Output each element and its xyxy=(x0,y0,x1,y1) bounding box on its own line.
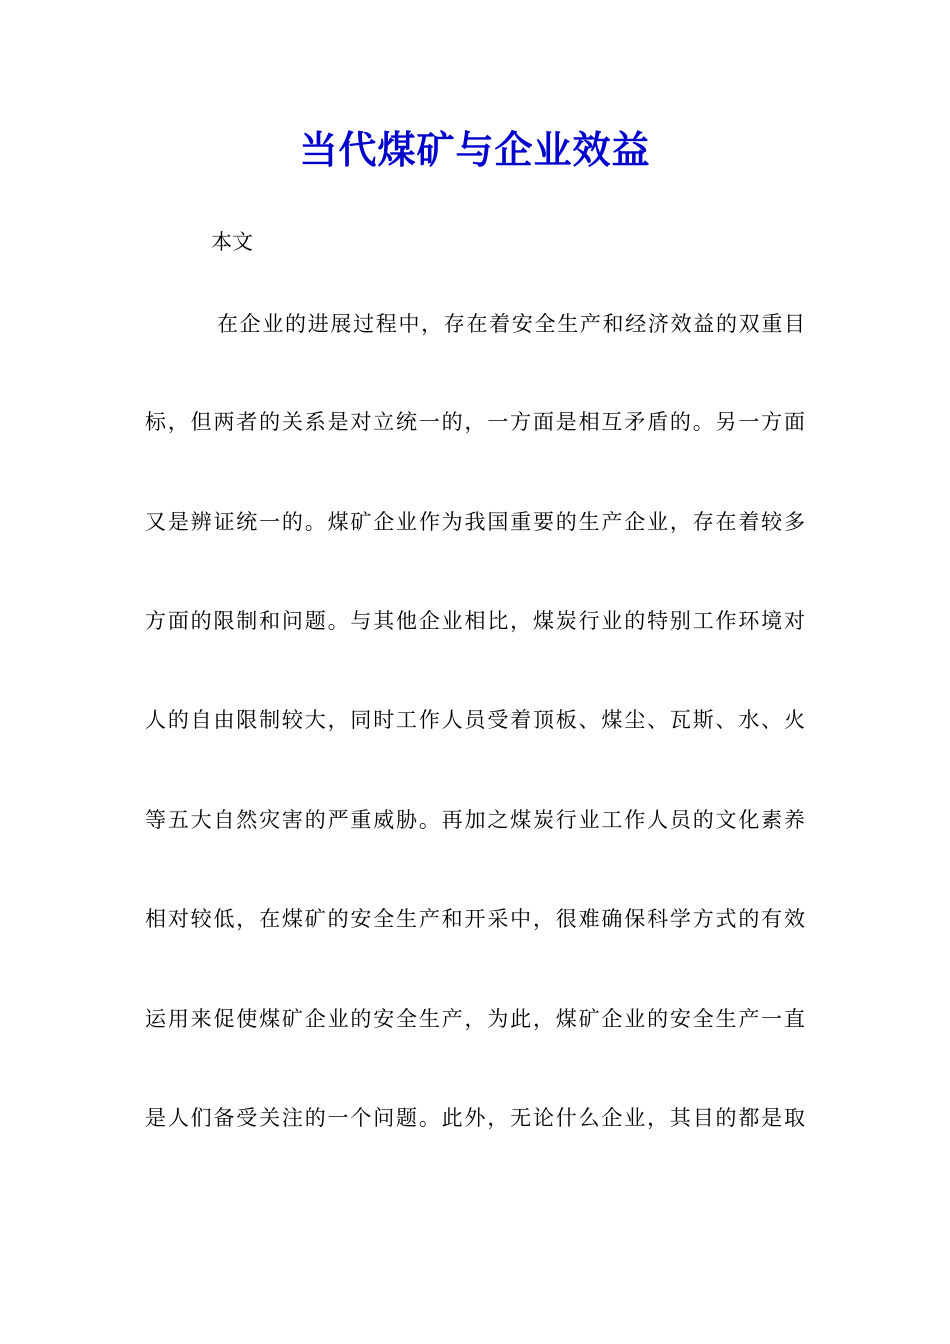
paragraph-line: 运用来促使煤矿企业的安全生产，为此，煤矿企业的安全生产一直 xyxy=(145,1007,805,1031)
section-label: 本文 xyxy=(211,230,253,254)
paragraph-line: 标，但两者的关系是对立统一的，一方面是相互矛盾的。另一方面 xyxy=(145,410,805,434)
paragraph-line: 又是辨证统一的。煤矿企业作为我国重要的生产企业，存在着较多 xyxy=(145,510,805,534)
paragraph-line: 在企业的进展过程中，存在着安全生产和经济效益的双重目 xyxy=(217,312,805,336)
paragraph-line: 等五大自然灾害的严重威胁。再加之煤炭行业工作人员的文化素养 xyxy=(145,808,805,832)
document-title: 当代煤矿与企业效益 xyxy=(299,127,651,172)
paragraph-line: 相对较低，在煤矿的安全生产和开采中，很难确保科学方式的有效 xyxy=(145,907,805,931)
paragraph-line: 人的自由限制较大，同时工作人员受着顶板、煤尘、瓦斯、水、火 xyxy=(145,708,805,732)
paragraph-line: 方面的限制和问题。与其他企业相比，煤炭行业的特别工作环境对 xyxy=(145,609,805,633)
paragraph-line: 是人们备受关注的一个问题。此外，无论什么企业，其目的都是取 xyxy=(145,1106,805,1130)
